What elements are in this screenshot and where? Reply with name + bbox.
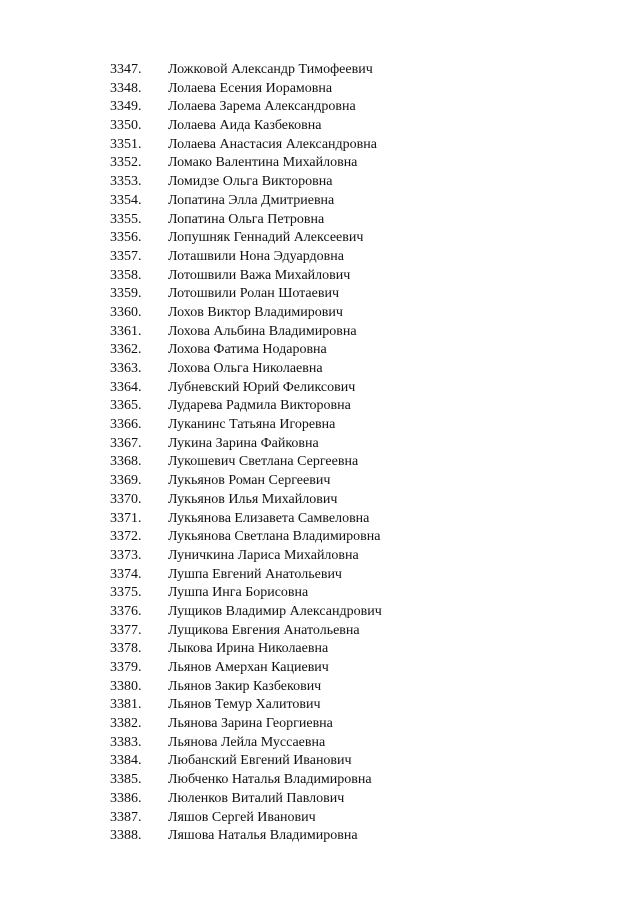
- entry-name: Луничкина Лариса Михайловна: [168, 547, 359, 563]
- list-item: [110, 80, 382, 99]
- entry-name: Льянов Амерхан Кациевич: [168, 660, 329, 675]
- list-item: [110, 715, 382, 734]
- entry-number: 3373.: [110, 547, 142, 563]
- list-item: [110, 416, 382, 435]
- entry-name: Луканинс Татьяна Игоревна: [168, 417, 336, 433]
- entry-name: Лукина Зарина Файковна: [168, 435, 319, 451]
- list-item: [110, 397, 382, 416]
- entry-name: Льянов Закир Казбекович: [168, 678, 322, 694]
- list-item: [110, 117, 382, 136]
- entry-number: 3370.: [110, 491, 142, 507]
- entry-number: 3357.: [110, 248, 142, 264]
- entry-name: Лопатина Ольга Петровна: [168, 211, 325, 227]
- list-item: [110, 154, 382, 173]
- entry-number: 3380.: [110, 678, 142, 694]
- entry-number: 3363.: [110, 361, 142, 376]
- entry-number: 3376.: [110, 603, 142, 619]
- list-item: [110, 678, 382, 697]
- entry-name: Лолаева Анастасия Александровна: [168, 136, 377, 152]
- entry-name: Лушпа Евгений Анатольевич: [168, 566, 342, 582]
- entry-number: 3372.: [110, 529, 142, 545]
- entry-number: 3388.: [110, 828, 142, 844]
- list-item: [110, 435, 382, 454]
- list-item: [110, 61, 382, 80]
- entry-name: Лукьянов Роман Сергеевич: [168, 473, 331, 489]
- entry-name: Лолаева Есения Иорамовна: [168, 80, 333, 96]
- entry-number: 3369.: [110, 473, 142, 489]
- entry-number: 3358.: [110, 267, 142, 283]
- list-item: [110, 229, 382, 248]
- entry-number: 3352.: [110, 155, 142, 171]
- entry-number: 3385.: [110, 772, 142, 788]
- list-item: [110, 472, 382, 491]
- list-item: [110, 98, 382, 117]
- entry-name: Лударева Радмила Викторовна: [168, 398, 351, 414]
- entry-name: Ложковой Александр Тимофеевич: [168, 62, 373, 77]
- list-item: [110, 192, 382, 211]
- entry-number: 3371.: [110, 510, 142, 526]
- entry-name: Лущиков Владимир Александрович: [168, 603, 382, 619]
- entry-number: 3353.: [110, 174, 142, 190]
- entry-number: 3354.: [110, 192, 142, 208]
- entry-name: Лопатина Элла Дмитриевна: [168, 192, 335, 208]
- entry-name: Лолаева Аида Казбековна: [168, 118, 322, 134]
- entry-name: Лохова Ольга Николаевна: [168, 361, 323, 376]
- entry-name: Лубневский Юрий Феликсович: [168, 379, 356, 395]
- entry-number: 3348.: [110, 80, 142, 96]
- entry-number: 3364.: [110, 379, 142, 395]
- entry-name: Лукьянов Илья Михайлович: [168, 491, 338, 507]
- entry-name: Ломидзе Ольга Викторовна: [168, 174, 333, 190]
- entry-name: Любанский Евгений Иванович: [168, 753, 352, 769]
- list-item: [110, 285, 382, 304]
- list-item: [110, 790, 382, 809]
- entry-number: 3361.: [110, 323, 142, 339]
- entry-number: 3382.: [110, 716, 142, 732]
- list-item: [110, 510, 382, 529]
- entry-name: Лукьянова Светлана Владимировна: [168, 529, 381, 545]
- entry-name: Лохов Виктор Владимирович: [168, 304, 343, 320]
- entry-number: 3375.: [110, 585, 142, 601]
- entry-number: 3355.: [110, 211, 142, 227]
- entry-name: Лукьянова Елизавета Самвеловна: [168, 510, 370, 526]
- list-item: [110, 323, 382, 342]
- list-item: [110, 211, 382, 230]
- list-item: [110, 453, 382, 472]
- entry-name: Ляшов Сергей Иванович: [168, 809, 316, 825]
- list-item: [110, 547, 382, 566]
- entry-name: Льянова Лейла Муссаевна: [168, 734, 326, 750]
- entry-number: 3379.: [110, 660, 142, 675]
- list-item: [110, 696, 382, 715]
- list-item: [110, 734, 382, 753]
- entry-number: 3347.: [110, 62, 142, 77]
- entry-number: 3384.: [110, 753, 142, 769]
- entry-number: 3349.: [110, 99, 142, 115]
- entry-name: Лотошвили Ролан Шотаевич: [168, 286, 340, 302]
- entry-name: Льянова Зарина Георгиевна: [168, 716, 333, 732]
- list-item: [110, 248, 382, 267]
- list-item: [110, 622, 382, 641]
- entry-name: Ляшова Наталья Владимировна: [168, 828, 358, 844]
- entry-number: 3378.: [110, 641, 142, 657]
- entry-number: 3366.: [110, 417, 142, 433]
- list-item: [110, 360, 382, 379]
- list-item: [110, 528, 382, 547]
- entry-number: 3356.: [110, 230, 142, 246]
- entry-name: Лоташвили Нона Эдуардовна: [168, 248, 344, 264]
- list-item: [110, 752, 382, 771]
- entry-number: 3360.: [110, 304, 142, 320]
- entry-name: Лукошевич Светлана Сергеевна: [168, 454, 359, 470]
- entry-number: 3381.: [110, 697, 142, 713]
- list-item: [110, 566, 382, 585]
- entry-number: 3386.: [110, 790, 142, 806]
- entry-name: Лотошвили Важа Михайлович: [168, 267, 351, 283]
- entry-name: Лохова Фатима Нодаровна: [168, 342, 327, 358]
- list-item: [110, 173, 382, 192]
- entry-number: 3359.: [110, 286, 142, 302]
- list-item: [110, 809, 382, 828]
- entry-number: 3383.: [110, 734, 142, 750]
- entry-name: Лопушняк Геннадий Алексеевич: [168, 230, 364, 246]
- entry-name: Лущикова Евгения Анатольевна: [168, 622, 360, 638]
- entry-name: Лолаева Зарема Александровна: [168, 99, 356, 115]
- list-item: [110, 771, 382, 790]
- list-item: [110, 379, 382, 398]
- entry-name: Ломако Валентина Михайловна: [168, 155, 358, 171]
- entry-number: 3351.: [110, 136, 142, 152]
- entry-name: Люленков Виталий Павлович: [168, 790, 345, 806]
- entry-number: 3374.: [110, 566, 142, 582]
- list-item: [110, 491, 382, 510]
- list-item: [110, 659, 382, 678]
- list-item: [110, 136, 382, 155]
- entry-name: Лохова Альбина Владимировна: [168, 323, 357, 339]
- entry-number: 3367.: [110, 435, 142, 451]
- list-item: [110, 603, 382, 622]
- list-item: [110, 584, 382, 603]
- list-item: [110, 304, 382, 323]
- entry-number: 3387.: [110, 809, 142, 825]
- entry-number: 3365.: [110, 398, 142, 414]
- entry-name: Льянов Темур Халитович: [168, 697, 321, 713]
- entry-number: 3362.: [110, 342, 142, 358]
- entry-number: 3368.: [110, 454, 142, 470]
- list-item: [110, 640, 382, 659]
- list-item: [110, 267, 382, 286]
- entry-name: Лушпа Инга Борисовна: [168, 585, 309, 601]
- entry-name: Любченко Наталья Владимировна: [168, 772, 372, 788]
- list-item: [110, 827, 382, 846]
- entry-number: 3377.: [110, 622, 142, 638]
- entry-name: Лыкова Ирина Николаевна: [168, 641, 329, 657]
- list-item: [110, 341, 382, 360]
- name-list: [110, 61, 382, 846]
- entry-number: 3350.: [110, 118, 142, 134]
